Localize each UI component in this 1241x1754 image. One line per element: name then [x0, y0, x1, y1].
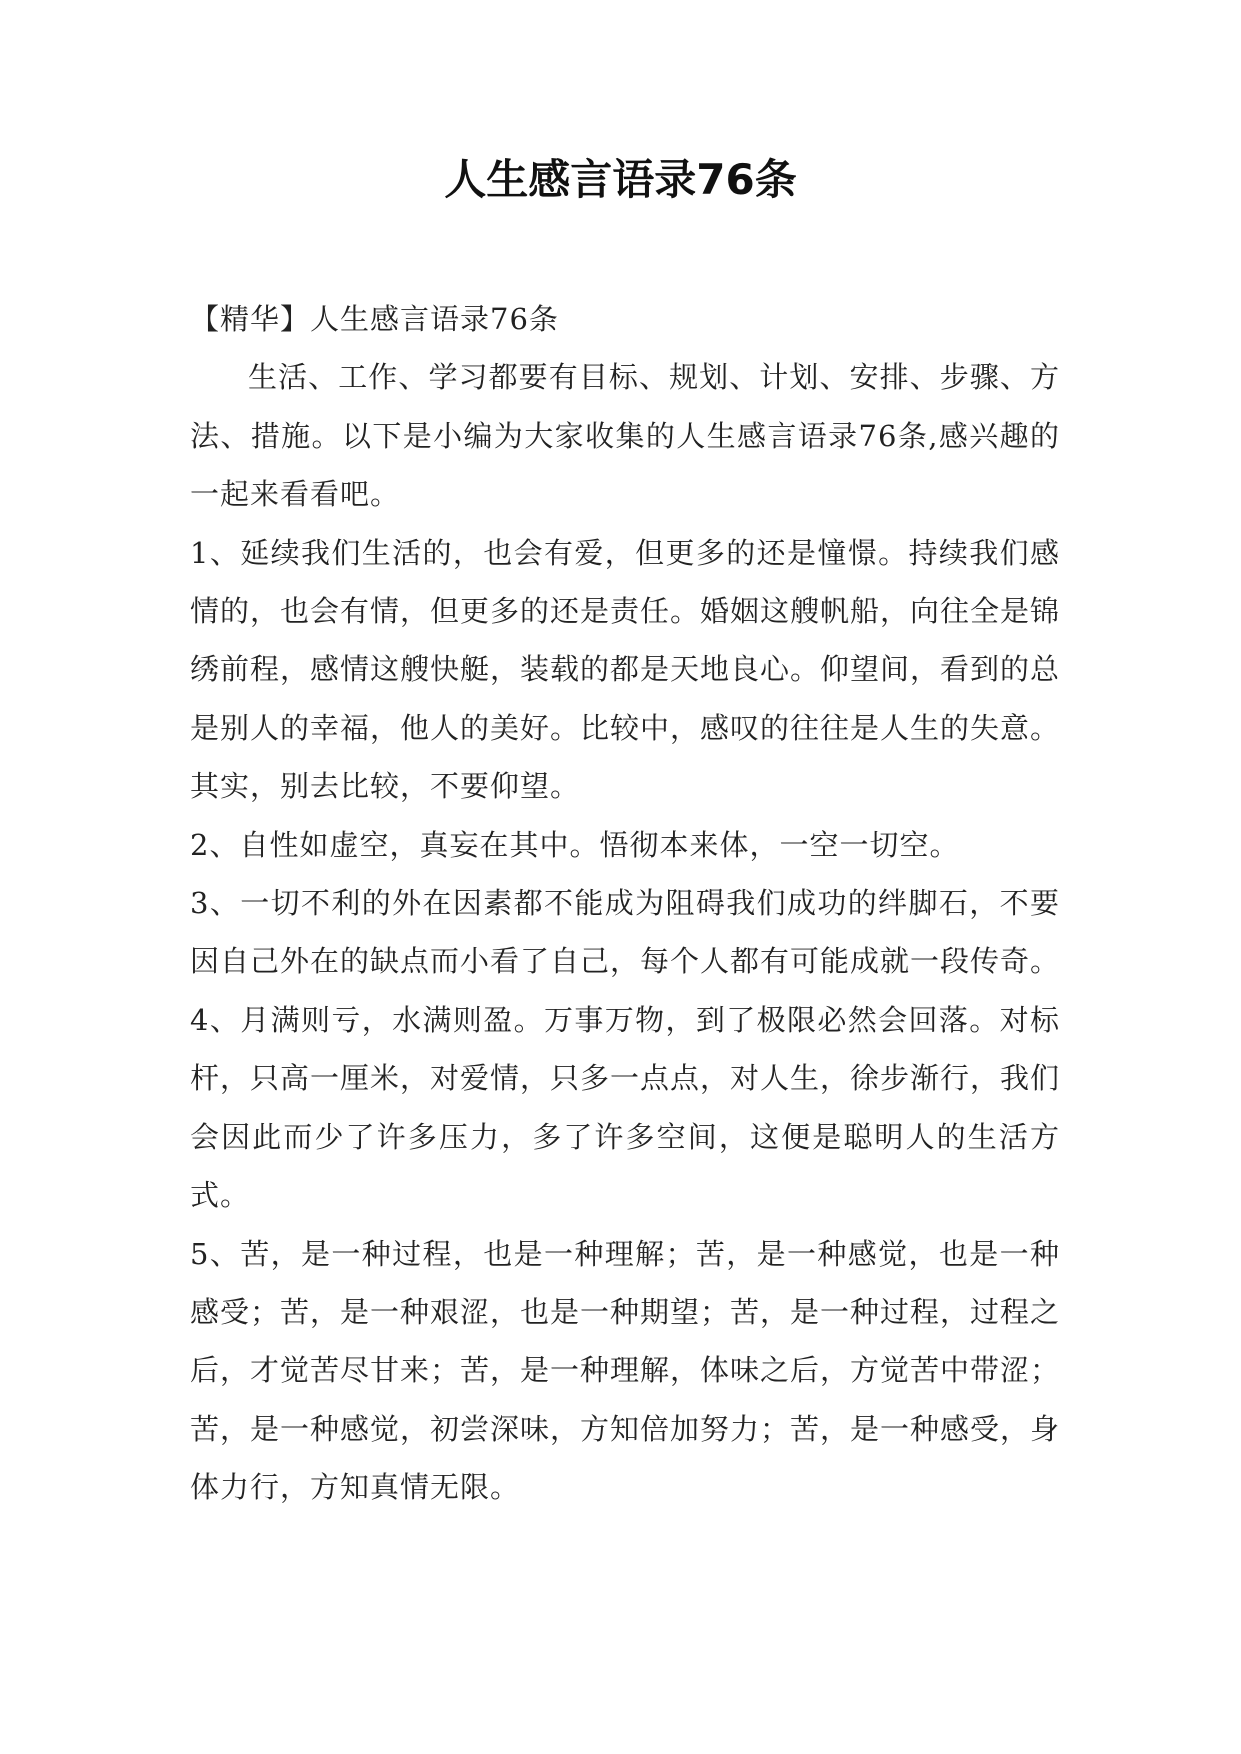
document-subtitle: 【精华】人生感言语录76条: [190, 302, 559, 336]
quote-item-5: 5、苦，是一种过程，也是一种理解；苦，是一种感觉，也是一种感受；苦，是一种艰涩，也是一种期望；苦，是一种过程，过程之后，才觉苦尽甘来；苦，是一种理解，体味之后，方觉苦中带涩；苦，是一种感觉，初尝深味，方知倍加努力；苦，是一种感受，身体力行，方知真情无限。: [190, 1236, 1061, 1505]
intro-paragraph: 生活、工作、学习都要有目标、规划、计划、安排、步骤、方法、措施。以下是小编为大家收集的人生感言语录76条,感兴趣的一起来看看吧。: [190, 360, 1060, 512]
quote-item-1: 1、延续我们生活的，也会有爱，但更多的还是憧憬。持续我们感情的，也会有情，但更多的还是责任。婚姻这艘帆船，向往全是锦绣前程，感情这艘快艇，装载的都是天地良心。仰望间，看到的总是别人的幸福，他人的美好。比较中，感叹的往往是人生的失意。其实，别去比较，不要仰望。: [190, 535, 1061, 804]
quote-item-2: 2、自性如虚空，真妄在其中。悟彻本来体，一空一切空。: [190, 827, 960, 862]
document-body: [190, 290, 1060, 1517]
quote-item-3: 3、一切不利的外在因素都不能成为阻碍我们成功的绊脚石，不要因自己外在的缺点而小看了自己，每个人都有可能成就一段传奇。: [190, 886, 1061, 979]
quote-item-4: 4、月满则亏，水满则盈。万事万物，到了极限必然会回落。对标杆，只高一厘米，对爱情，只多一点点，对人生，徐步渐行，我们会因此而少了许多压力，多了许多空间，这便是聪明人的生活方式。: [190, 1002, 1061, 1213]
document-title: 人生感言语录76条: [444, 155, 797, 204]
